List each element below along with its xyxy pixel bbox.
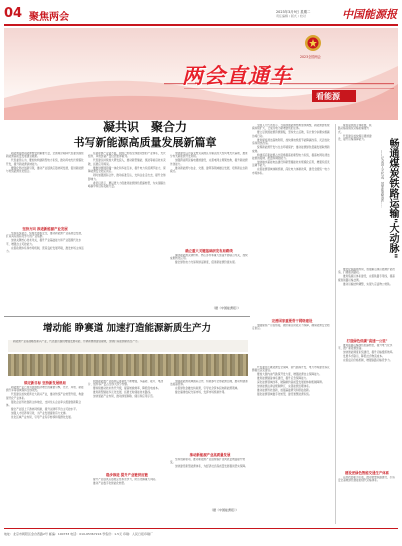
middle-column: 全国人大代表表示，当前我国能源结构加快调整，新能源装机规模持续扩大，已成为电力新增装机的主体。 要立足我国能源资源禀赋，坚持先立后破，有计划分步骤实施碳达峰行动。 推进煤炭清洁高效利用，加快煤电机组节能降碳改造、灵活性改造和供热改造。 统筹新能源开发与生态环境保护，推动能源绿色低碳发展取得新成效。 构建适应新能源占比逐渐提高的新型电力系统，提高电网对清洁能源的接纳、配置和调控能力。 加快抽水蓄能电站建设和新型储能技术规模化应用，增强系统灵活调节能力。 完善能源领域体制机制，深化电力体制改革，建设全国统一电力市场体系。 — [252, 124, 330, 175]
right-column-text2: 推进铁路运输绿色低碳转型，提升电气化水平，推广新能源装备。 加快智能调度系统建设，提升运输组织效率。 发展多式联运，降低社会物流成本。 完善货运价格机制，增强铁路运输竞争力。 — [338, 344, 395, 363]
banner — [4, 28, 398, 120]
right-column-text1: 要优化铁路网布局，加强重点煤运通道扩能改造，打通瓶颈路段。 推进集疏运体系建设，完善铁路专用线，提高煤炭铁路运输比例。 推动运输结构调整，实现大宗货物公转铁。 — [338, 268, 395, 286]
banner-corner-label: 2023全国两会 — [300, 55, 321, 59]
emblem-icon — [304, 34, 322, 52]
right-column-kicker: ——记全国人大代表、国家能源集团…… — [380, 150, 384, 208]
section-title: 聚焦两会 — [29, 12, 69, 23]
article2-col3b: 坚持创新驱动，推动新能源产业由规模扩张向质量效益提升转变。 加快建设新型能源体系，为经济社会高质量发展提供坚实保障。 — [170, 458, 248, 469]
right-column-text1b: 加强煤炭产运需衔接，做好重点时段运力保障，确保能源安全稳定供应。 — [252, 324, 330, 331]
article2-col3: 加强新能源领域国际合作，积极参与全球能源治理，推动构建清洁美丽世界。 完善绿色金融支持政策，引导社会资本投向新能源领域。 健全碳排放权交易市场，发挥市场机制作用。 — [170, 380, 248, 395]
article1-headline-line2: 书写新能源高质量发展新篇章 — [73, 136, 217, 149]
article2-col2b: 提升产业链供应链稳定性和竞争力，防范化解重大风险。 推动产业数字化智能化转型。 — [93, 478, 158, 485]
article2-subhead3: 推动新能源产业高质量发展 — [189, 453, 231, 457]
right-column-divider — [335, 124, 336, 524]
right-column-subhead2: 打造绿色低碳"高速一公里" — [346, 339, 388, 343]
article2-photo — [8, 354, 248, 376]
footer-rule — [4, 528, 398, 529]
article1-col3b: 围绕新能源关键材料、核心部件和重大装备开展联合攻关，加快成果转化应用。 健全绿色电力交易和绿证制度，促进新能源价值实现。 — [170, 254, 248, 265]
section-separator — [4, 316, 250, 317]
right-column-subhead1: 完善国家重要骨干网络建设 — [271, 319, 313, 323]
article1-col1b: 坚持系统观念，统筹发展和安全，推动新能源产业高质量发展，打造具有国际竞争力的产业集群。 加快关键核心技术攻关，提升产业基础能力和产业链现代化水平，增强自主可控能力。 完善政策体系和市场机制，营造良好发展环境，激发市场主体活力。 — [6, 232, 84, 254]
banner-sub-title: 看能源 — [316, 92, 340, 101]
article1-subhead2: 确立重大关键基础研发布局路线 — [185, 249, 233, 253]
article1-headline-line1: 凝共识 聚合力 — [102, 120, 187, 134]
right-column-subhead3: 建设更绿色智能交通生产体系 — [344, 471, 390, 475]
article2-subhead1: 锚定新目标 坚持新发展格局 — [24, 381, 66, 385]
article1-subhead1: 坚持方向 推进新能源产业发展 — [22, 227, 68, 231]
middle-column-lower: 代表委员还就能源安全保障、油气勘探开发、电力市场建设等议题提出意见建议。 要加大国内油气勘探开发力度，增强能源自主保障能力。 推进能源储备体系建设，提升应急保障能力。 深化能源领域改革，破除制约高质量发展的体制机制障碍。 加快能源法律法规制修订，完善能源治理体系。 推动能源科技创新，加强基础研究和原始创新。 强化能源领域数字化转型，建设智慧能源系统。 — [252, 366, 330, 397]
article2-col1: 新能源产业已成为我国经济增长的重要引擎，光伏、风电、新能源汽车等领域保持全球领先。 代表建议加快培育壮大新兴产业，推动传统产业转型升级，构建现代化产业体系。 强化企业科技创新主体地位，支持龙头企业牵头组建创新联合体。 健全产业链上下游协同机制，提升关键环节自主可控水平。 加强人才培养和引进，为产业发展提供有力支撑。 优化区域产业布局，引导产业有序转移和集群化发展。 — [6, 386, 84, 420]
masthead-date: 2023年3月9日 星期二 — [276, 10, 311, 14]
article1-col2: 在新能源产业链方面，我国已形成全球最完整的产业体系，光伏组件、风电装备产量位居世界前列。 代表建议持续加大研发投入，推动新型储能、氢能等前沿技术突破，拓展应用场景。 要推进源网荷储一体化和多能互补，提升电力系统调节能力，保障能源安全稳定供应。 同时加强国际合作，推动标准互认，支持企业走出去，提升全球影响力。 委员们表示，要以更大力度推进能源绿色低碳转型，为实现碳达峰碳中和目标贡献力量。 — [88, 152, 166, 189]
article2-col2: 我国新能源产业链供应链韧性不断增强，多晶硅、硅片、电池片、组件等产量占全球大部分份额。 要持续推动技术迭代升级，提高转换效率，降低度电成本。 推进新型储能多元化发展，拓展长时储能技术路线。 加快氢能产业布局，推动绿氢制取、储运和应用示范。 — [88, 380, 164, 399]
article2-subhead2: 稳步推进 提升产业链供应链 — [106, 473, 148, 477]
banner-main-title: 两会直通车 — [182, 64, 292, 88]
article2-headline: 增动能 睁赛道 加速打造能源新质生产力 — [42, 323, 212, 334]
article1-col3: 加快建设以沙漠戈壁荒漠地区为重点的大型风电光伏基地，推进分布式新能源开发利用。 加强跨省跨区输电通道建设，完善电网主网架结构，提升新能源外送能力。 推动新能源与农业、交通、建筑等领域融合发展，培育新业态新模式。 — [170, 152, 248, 174]
masthead-editors: 责任编辑 / 版式 / 校对 — [276, 14, 306, 18]
right-column-headline: 畅通煤炭铁路运输"大动脉" — [387, 138, 398, 259]
article1-col1: 新能源是推动能源转型的重要力量，全国两会期间代表委员围绕新能源高质量发展建言献策。 代表委员认为，要加快构建新型电力系统，推动风电光伏规模化开发，提升新能源消纳能力。 要强化科技创新引领，推动产业链供应链协同发展，促进新能源与传统能源优化组合。 — [6, 152, 84, 174]
right-column-text3: 以科技创新为引领，推动智慧铁路建设，打造安全高效绿色智能的现代运输体系。 — [338, 476, 395, 483]
footer-text: 地址：北京市朝阳区金台西路2号 邮编：100733 电话：010-65367216 零售价：1.5元 印刷：人民日报印刷厂 — [4, 532, 154, 536]
article2-closing: （据《中国能源报》） — [210, 508, 239, 512]
right-column-text-top: 煤炭是我国主体能源，铁路运输是煤炭运输的重要方式。 代表建议加快煤运通道建设，提升运输保障能力。 — [338, 124, 372, 142]
article1-closing: （据《中国能源报》） — [212, 306, 241, 310]
masthead-rule — [4, 24, 398, 26]
article2-lead: 新能源产业是战略性新兴产业，代表委员围绕增强发展动能、开辟新赛道建言献策，加快打造能源新质生产力。 — [8, 340, 248, 352]
newspaper-logo: 中国能源报 — [342, 8, 397, 21]
page-number: 04 — [4, 6, 23, 21]
